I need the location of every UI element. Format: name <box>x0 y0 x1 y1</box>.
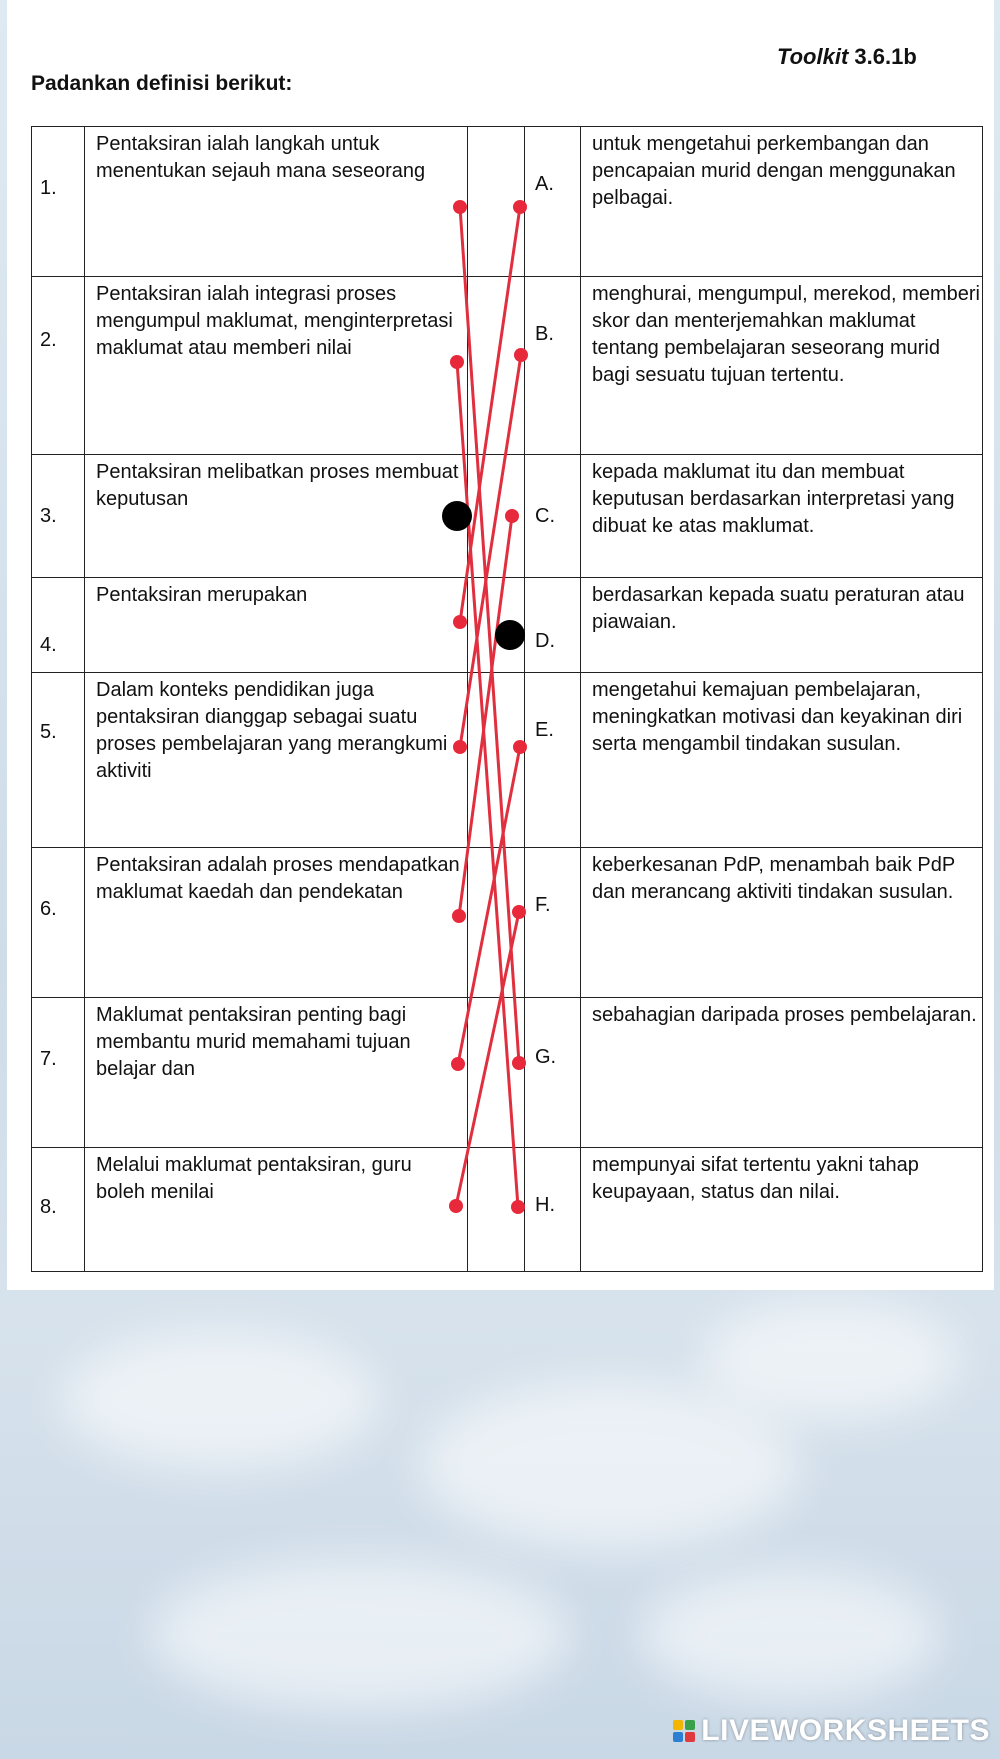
join-point-5[interactable] <box>453 740 467 754</box>
question-number: 6. <box>40 898 57 920</box>
answer-letter: A. <box>535 173 554 195</box>
answer-letter: E. <box>535 719 554 741</box>
join-point-1[interactable] <box>453 200 467 214</box>
question-number: 4. <box>40 634 57 656</box>
join-point-3[interactable] <box>442 501 472 531</box>
join-point-7[interactable] <box>451 1057 465 1071</box>
question-number: 8. <box>40 1196 57 1218</box>
match-line-2-h[interactable] <box>457 362 518 1207</box>
instruction-heading: Padankan definisi berikut: <box>31 72 293 95</box>
answer-text: mempunyai sifat tertentu yakni tahap keupayaan, status dan nilai. <box>592 1154 919 1203</box>
question-text: Dalam konteks pendidikan juga pentaksiran dianggap sebagai suatu proses pembelajaran yang merangkumi aktiviti <box>96 679 448 782</box>
match-line-8-f[interactable] <box>456 912 519 1206</box>
join-point-f[interactable] <box>512 905 526 919</box>
answer-text: mengetahui kemajuan pembelajaran, meningkatkan motivasi dan keyakinan diri serta mengambil tindakan susulan. <box>592 679 963 755</box>
answer-text: sebahagian daripada proses pembelajaran. <box>592 1004 977 1026</box>
join-point-c[interactable] <box>505 509 519 523</box>
question-text: Pentaksiran adalah proses mendapatkan maklumat kaedah dan pendekatan <box>96 854 460 903</box>
cloud <box>150 1560 570 1710</box>
cloud <box>700 1300 960 1420</box>
question-text: Pentaksiran melibatkan proses membuat keputusan <box>96 461 459 510</box>
question-number: 1. <box>40 177 57 199</box>
worksheet-page <box>7 0 994 1290</box>
join-point-h[interactable] <box>511 1200 525 1214</box>
toolkit-italic: Toolkit <box>777 44 849 69</box>
join-point-4[interactable] <box>453 615 467 629</box>
answer-text: keberkesanan PdP, menambah baik PdP dan merancang aktiviti tindakan susulan. <box>592 854 955 903</box>
answer-text: kepada maklumat itu dan membuat keputusan berdasarkan interpretasi yang dibuat ke atas maklumat. <box>592 461 955 537</box>
join-point-e[interactable] <box>513 740 527 754</box>
question-text: Maklumat pentaksiran penting bagi membantu murid memahami tujuan belajar dan <box>96 1004 411 1080</box>
answer-letter: D. <box>535 630 555 652</box>
liveworksheets-brand[interactable] <box>673 1713 990 1749</box>
answer-letter: B. <box>535 323 554 345</box>
join-point-g[interactable] <box>512 1056 526 1070</box>
join-point-d[interactable] <box>495 620 525 650</box>
cloud <box>640 1570 940 1700</box>
question-text: Melalui maklumat pentaksiran, guru boleh menilai <box>96 1154 412 1203</box>
join-point-b[interactable] <box>514 348 528 362</box>
question-text: Pentaksiran ialah langkah untuk menentukan sejauh mana seseorang <box>96 133 426 182</box>
answer-letter: C. <box>535 505 555 527</box>
question-number: 5. <box>40 721 57 743</box>
answer-text: untuk mengetahui perkembangan dan pencapaian murid dengan menggunakan pelbagai. <box>592 133 956 209</box>
question-number: 7. <box>40 1048 57 1070</box>
answer-letter: H. <box>535 1194 555 1216</box>
question-text: Pentaksiran merupakan <box>96 584 308 606</box>
join-point-8[interactable] <box>449 1199 463 1213</box>
match-lines-layer <box>7 0 994 1290</box>
toolkit-code: 3.6.1b <box>854 44 917 69</box>
join-point-a[interactable] <box>513 200 527 214</box>
answer-letter: F. <box>535 894 551 916</box>
answer-text: berdasarkan kepada suatu peraturan atau piawaian. <box>592 584 965 633</box>
join-point-6[interactable] <box>452 909 466 923</box>
cloud <box>60 1330 380 1470</box>
cloud <box>420 1380 800 1550</box>
question-number: 2. <box>40 329 57 351</box>
answer-letter: G. <box>535 1046 557 1068</box>
question-number: 3. <box>40 505 57 527</box>
brand-name: LIVEWORKSHEETS <box>701 1714 990 1747</box>
join-point-2[interactable] <box>450 355 464 369</box>
liveworksheets-logo-icon <box>673 1720 695 1742</box>
question-text: Pentaksiran ialah integrasi proses mengumpul maklumat, menginterpretasi maklumat atau memberi nilai <box>96 283 453 359</box>
answer-text: menghurai, mengumpul, merekod, memberi skor dan menterjemahkan maklumat tentang pembelajaran seseorang murid bagi sesuatu tujuan tertentu. <box>592 283 980 386</box>
